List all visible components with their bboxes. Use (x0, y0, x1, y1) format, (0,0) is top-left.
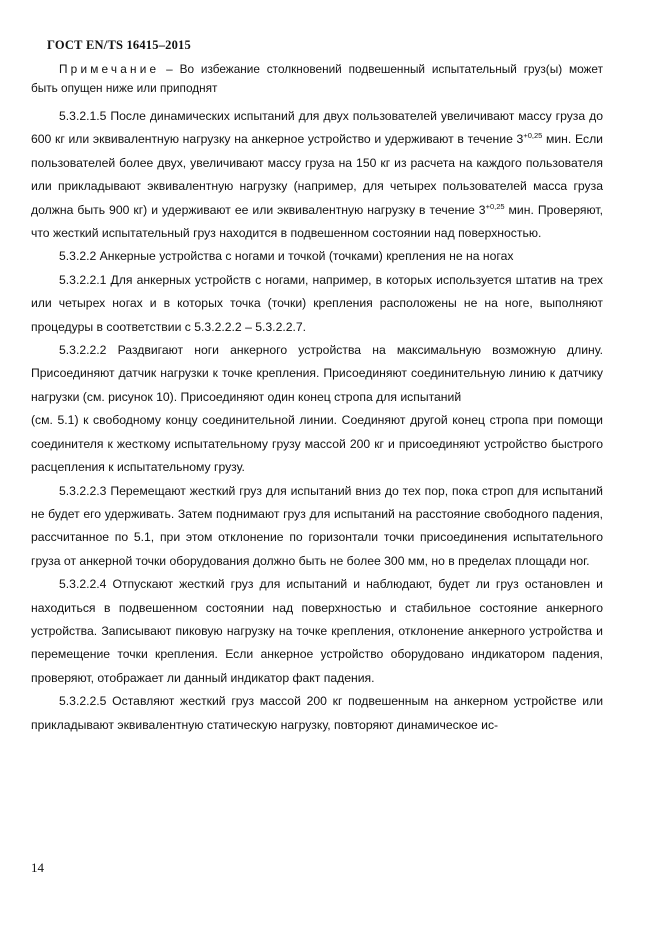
paragraph-5-3-2-2: 5.3.2.2 Анкерные устройства с ногами и точкой (точками) крепления не на ногах (59, 249, 514, 264)
superscript-tolerance: +0,25 (485, 201, 505, 211)
paragraph-5-3-2-2-4: 5.3.2.2.4 Отпускают жесткий груз для испытаний и наблюдают, будет ли груз остановлен и находиться в подвешенном состоянии над поверхностью и стабильное состояние анкерного устройства. Записывают пиковую нагрузку на точке крепления, отклонение анкерного устройства и перемещение точки крепления. Если анкерное устройство оборудовано индикатором падения, проверяют, отображает ли данный индикатор факт падения. (31, 577, 603, 685)
note-label: Примечание (59, 62, 160, 76)
superscript-tolerance: +0,25 (523, 131, 543, 141)
document-body (31, 60, 603, 737)
page-header-standard-title: ГОСТ EN/TS 16415–2015 (47, 38, 191, 52)
paragraph-5-3-2-2-2-continued: (см. 5.1) к свободному концу соединительной линии. Соединяют другой конец стропа при помощи соединителя к жесткому испытательному грузу массой 200 кг и присоединяют устройство быстрого расцепления к испытательному грузу. (31, 413, 603, 475)
paragraph-5-3-2-2-3: 5.3.2.2.3 Перемещают жесткий груз для испытаний вниз до тех пор, пока строп для испытаний не будет его удерживать. Затем поднимают груз для испытаний на расстояние свободного падения, рассчитанное по 5.1, при этом отклонение по горизонтали точки присоединения испытательного груза от анкерной точки оборудования должно быть не более 300 мм, но в пределах площади ног. (31, 483, 603, 568)
paragraph-5-3-2-1-5 (31, 105, 603, 245)
paragraph-5-3-2-2-2: 5.3.2.2.2 Раздвигают ноги анкерного устройства на максимальную возможную длину. Присоединяют датчик нагрузки к точке крепления. Присоединяют соединительную линию к датчику нагрузки (см. рисунок 10). Присоединяют один конец стропа для испытаний (31, 343, 603, 404)
paragraph-text: мин. Если пользователей более двух, увеличивают массу груза на 150 кг из расчета на каждого пользователя или прикладывают эквивалентную нагрузку (например, для четырех пользователей масса груза должна быть 900 кг) и удерживают ее или эквивалентную нагрузку в течение 3 (31, 132, 603, 217)
paragraph-text: мин. Проверяют, что жесткий испытательный груз находится в подвешенном состоянии над поверхностью. (31, 202, 603, 241)
note-text: – Во избежание столкновений подвешенный испытательный груз(ы) может быть опущен ниже или приподнят (31, 62, 603, 95)
paragraph-text: 5.3.2.1.5 После динамических испытаний для двух пользователей увеличивают массу груза до 600 кг или эквивалентную нагрузку на анкерное устройство и удерживают в течение 3 (31, 109, 603, 147)
paragraph-5-3-2-2-5: 5.3.2.2.5 Оставляют жесткий груз массой 200 кг подвешенным на анкерном устройстве или прикладывают эквивалентную статическую нагрузку, повторяют динамическое ис- (31, 694, 603, 732)
note-paragraph (31, 60, 603, 98)
page-number: 14 (31, 860, 44, 875)
paragraph-5-3-2-2-1: 5.3.2.2.1 Для анкерных устройств с ногами, например, в которых используется штатив на трех или четырех ногах и в которых точка (точки) крепления расположены не на ноге, выполняют процедуры в соответствии с 5.3.2.2.2 – 5.3.2.2.7. (31, 272, 603, 334)
